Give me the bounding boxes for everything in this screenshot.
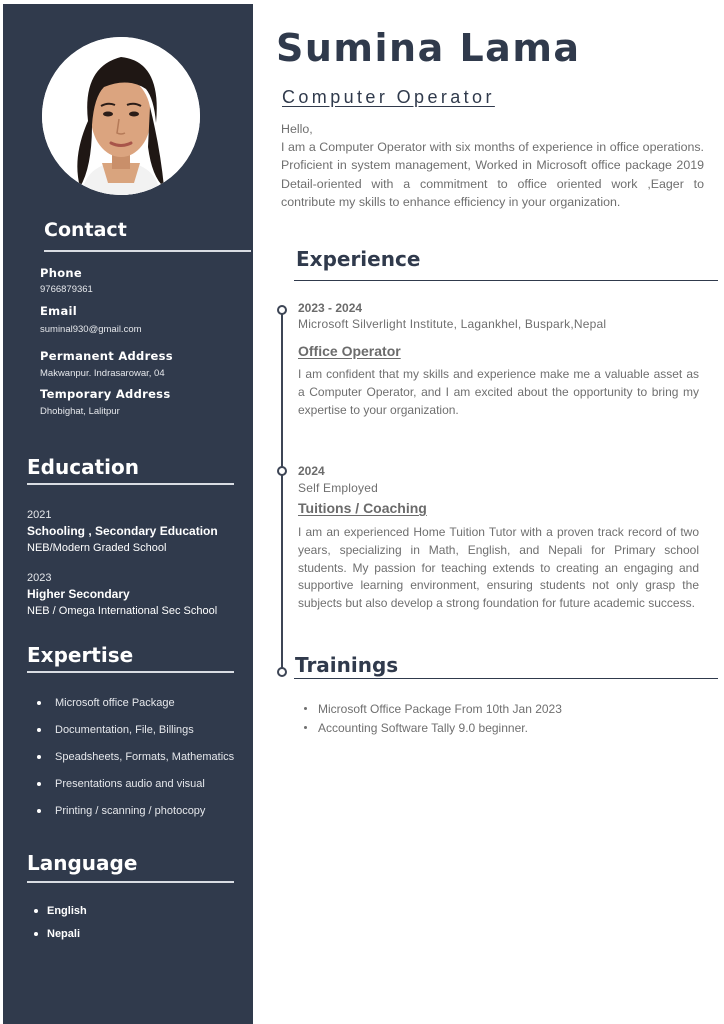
experience-role: Office Operator [298, 343, 401, 359]
experience-date: 2023 - 2024 [298, 301, 363, 315]
timeline-dot [277, 305, 287, 315]
expertise-item: Microsoft office Package [27, 696, 234, 723]
summary-text: I am a Computer Operator with six months of experience in office operations. Proficient in system management, Worked in Microsoft office package 2019 Detail-oriented with a commitment to office oriented work ,Eager to contribute my skills to enhance efficiency in your organization. [281, 140, 704, 209]
candidate-name: Sumina Lama [276, 26, 581, 70]
education-divider [27, 483, 234, 485]
language-item: English [21, 904, 87, 927]
experience-description: I am an experienced Home Tuition Tutor with a proven track record of two years, specializing in Math, English, and Nepali for Primary school students. My passion for teaching extends to creating an engaging and supportive learning environment, ensuring students not only grasp the subjects but also develop a strong foundation for future academic success. [298, 525, 699, 611]
language-item: Nepali [21, 927, 87, 950]
email-label: Email [40, 304, 77, 318]
education-title: Higher Secondary [27, 587, 130, 601]
permanent-address-label: Permanent Address [40, 349, 173, 363]
education-school: NEB/Modern Graded School [27, 542, 167, 554]
expertise-item: Documentation, File, Billings [27, 723, 234, 750]
education-heading: Education [27, 455, 139, 479]
trainings-list [302, 700, 562, 738]
permanent-address-value: Makwanpur. Indrasarowar, 04 [40, 368, 165, 379]
profile-summary [281, 120, 704, 211]
experience-organization: Microsoft Silverlight Institute, Lagankhel, Buspark,Nepal [298, 317, 607, 331]
language-heading: Language [27, 851, 138, 875]
trainings-divider [294, 678, 718, 679]
timeline-dot [277, 466, 287, 476]
language-list [21, 904, 87, 950]
experience-divider [294, 280, 718, 281]
education-title: Schooling , Secondary Education [27, 524, 218, 538]
contact-divider [44, 250, 251, 252]
expertise-divider [27, 671, 234, 673]
timeline-line [281, 314, 283, 672]
profile-photo [42, 37, 200, 195]
experience-date: 2024 [298, 464, 325, 478]
language-divider [27, 881, 234, 883]
expertise-list [27, 696, 234, 831]
phone-value: 9766879361 [40, 284, 93, 295]
education-year: 2023 [27, 572, 52, 584]
education-school: NEB / Omega International Sec School [27, 605, 218, 617]
timeline-dot [277, 667, 287, 677]
expertise-heading: Expertise [27, 643, 134, 667]
temporary-address-value: Dhobighat, Lalitpur [40, 406, 120, 417]
trainings-heading: Trainings [295, 653, 399, 677]
expertise-item: Printing / scanning / photocopy [27, 804, 234, 831]
expertise-item: Speadsheets, Formats, Mathematics [27, 750, 234, 777]
candidate-title: Computer Operator [282, 87, 495, 107]
temporary-address-label: Temporary Address [40, 387, 171, 401]
experience-heading: Experience [296, 247, 421, 271]
training-item: Accounting Software Tally 9.0 beginner. [302, 719, 562, 738]
expertise-item: Presentations audio and visual [27, 777, 234, 804]
education-year: 2021 [27, 509, 52, 521]
contact-heading: Contact [44, 219, 127, 241]
experience-role: Tuitions / Coaching [298, 500, 427, 516]
sidebar [3, 4, 253, 1024]
experience-organization: Self Employed [298, 481, 378, 495]
training-item: Microsoft Office Package From 10th Jan 2023 [302, 700, 562, 719]
email-value: suminal930@gmail.com [40, 324, 142, 335]
greeting: Hello, [281, 122, 313, 136]
phone-label: Phone [40, 266, 83, 280]
experience-description: I am confident that my skills and experience make me a valuable asset as a Computer Operator, and I am excited about the opportunity to bring my expertise to your organization. [298, 367, 699, 417]
